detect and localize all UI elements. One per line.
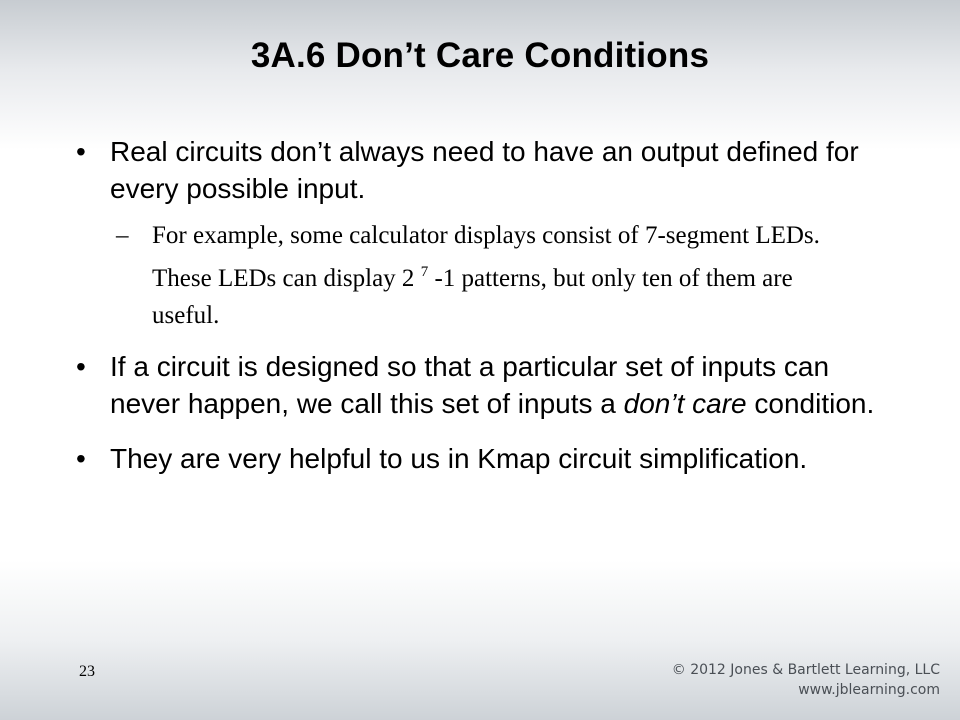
superscript-exponent: 7 [420,264,429,280]
bullet-mark: • [76,443,86,474]
copyright-notice: © 2012 Jones & Bartlett Learning, LLC [671,662,940,678]
bullet-mark: • [76,351,86,382]
sub-bullet-text-end: -1 patterns, but only ten of them are useful. [152,265,793,329]
sub-bullet-text-start: For example, some calculator displays consist of 7-segment LEDs. These LEDs can display 2 [152,222,820,292]
emphasized-term: don’t care [623,388,747,419]
bullet-text: They are very helpful to us in Kmap circuit simplification. [110,443,808,474]
slide-title: 3A.6 Don’t Care Conditions [250,36,710,75]
bullet-item [76,440,886,477]
copyright-block [672,660,940,700]
dash-mark: – [116,222,129,249]
website-link: www.jblearning.com [798,682,940,698]
page-number: 23 [79,663,95,680]
bullet-text: Real circuits don’t always need to have an output defined for every possible input. [110,136,859,204]
bullet-text-end: condition. [746,388,875,419]
bullet-item [76,348,886,422]
bullet-list [76,133,886,477]
bullet-item [76,133,886,207]
sub-bullet-item [116,217,852,334]
bullet-mark: • [76,136,86,167]
bullet-text-start: If a circuit is designed so that a particular set of inputs can never happen, we call this set of inputs a [110,351,830,419]
